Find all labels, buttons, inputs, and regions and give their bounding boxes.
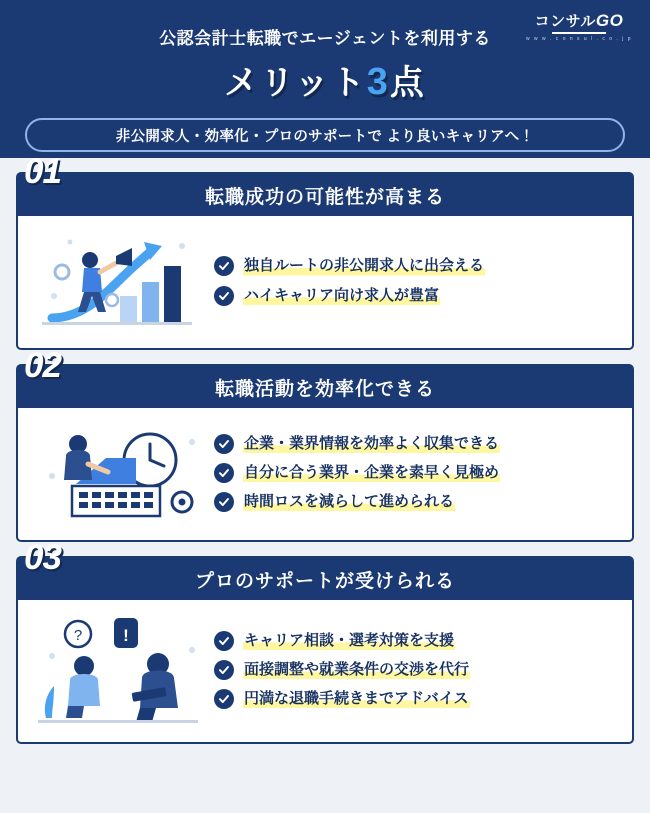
- bullet-text: 自分に合う業界・企業を素早く見極め: [243, 463, 500, 483]
- benefit-card-1-number: 01: [24, 152, 61, 191]
- consultant-advising-client-icon: [24, 610, 214, 730]
- person-climbing-growth-chart-icon: [24, 226, 214, 336]
- benefit-card-3-header: [18, 538, 632, 600]
- check-icon: [214, 631, 234, 651]
- benefit-card-1: [16, 152, 634, 350]
- benefit-card-2-title: 転職活動を効率化できる: [214, 378, 435, 400]
- svg-text:!: !: [122, 626, 129, 645]
- check-icon: [214, 689, 234, 709]
- bullet-text: ハイキャリア向け求人が豊富: [243, 286, 440, 306]
- benefit-card-2-header: [18, 346, 632, 408]
- benefit-card-3-body: [18, 600, 632, 742]
- benefit-card-1-title: 転職成功の可能性が高まる: [204, 186, 445, 208]
- benefit-card-3-title: プロのサポートが受けられる: [194, 570, 455, 592]
- brand-divider: [552, 32, 606, 34]
- brand-logo: [526, 12, 632, 42]
- bullet-item: [214, 631, 620, 651]
- benefit-card-2-body: [18, 408, 632, 540]
- benefit-card-1-bullets: [214, 256, 620, 306]
- bullet-item: [214, 256, 620, 276]
- bullet-text: キャリア相談・選考対策を支援: [243, 631, 455, 651]
- header-title-pre: メリット: [224, 64, 367, 102]
- benefit-card-2-number: 02: [24, 346, 61, 385]
- svg-text:?: ?: [73, 627, 82, 644]
- check-icon: [214, 463, 234, 483]
- bullet-text: 企業・業界情報を効率よく収集できる: [243, 434, 500, 454]
- bullet-text: 円満な退職手続きまでアドバイス: [243, 689, 470, 709]
- bullet-text: 独自ルートの非公開求人に出会える: [243, 256, 485, 276]
- check-icon: [214, 660, 234, 680]
- brand-name-main: コンサル: [534, 13, 596, 30]
- bullet-item: [214, 660, 620, 680]
- benefit-card-1-header: [18, 152, 632, 216]
- person-at-laptop-with-clock-icon: [24, 418, 214, 528]
- bullet-text: 面接調整や就業条件の交渉を代行: [243, 660, 470, 680]
- check-icon: [214, 256, 234, 276]
- benefit-card-2-bullets: [214, 434, 620, 513]
- benefit-card-3-bullets: [214, 631, 620, 710]
- bullet-item: [214, 689, 620, 709]
- header-ribbon-text: 非公開求人・効率化・プロのサポートで より良いキャリアへ！: [115, 128, 535, 145]
- header-title-number: 3: [366, 61, 390, 103]
- brand-name: [526, 12, 632, 29]
- bullet-item: [214, 463, 620, 483]
- header-title: [0, 55, 650, 104]
- brand-url: w w w . c o n s u l . c o . j p: [526, 36, 632, 42]
- check-icon: [214, 286, 234, 306]
- benefit-card-3: [16, 538, 634, 744]
- bullet-item: [214, 286, 620, 306]
- brand-name-accent: GO: [595, 11, 624, 30]
- benefit-card-3-number: 03: [24, 538, 61, 577]
- header: [0, 0, 650, 158]
- cards-container: [0, 152, 650, 768]
- header-ribbon: [25, 118, 625, 152]
- benefit-card-1-body: [18, 216, 632, 348]
- bullet-item: [214, 434, 620, 454]
- header-subtitle: 公認会計士転職でエージェントを利用する: [159, 29, 491, 48]
- bullet-text: 時間ロスを減らして進められる: [243, 492, 455, 512]
- benefit-card-2: [16, 346, 634, 542]
- header-title-post: 点: [389, 64, 426, 102]
- check-icon: [214, 492, 234, 512]
- bullet-item: [214, 492, 620, 512]
- check-icon: [214, 434, 234, 454]
